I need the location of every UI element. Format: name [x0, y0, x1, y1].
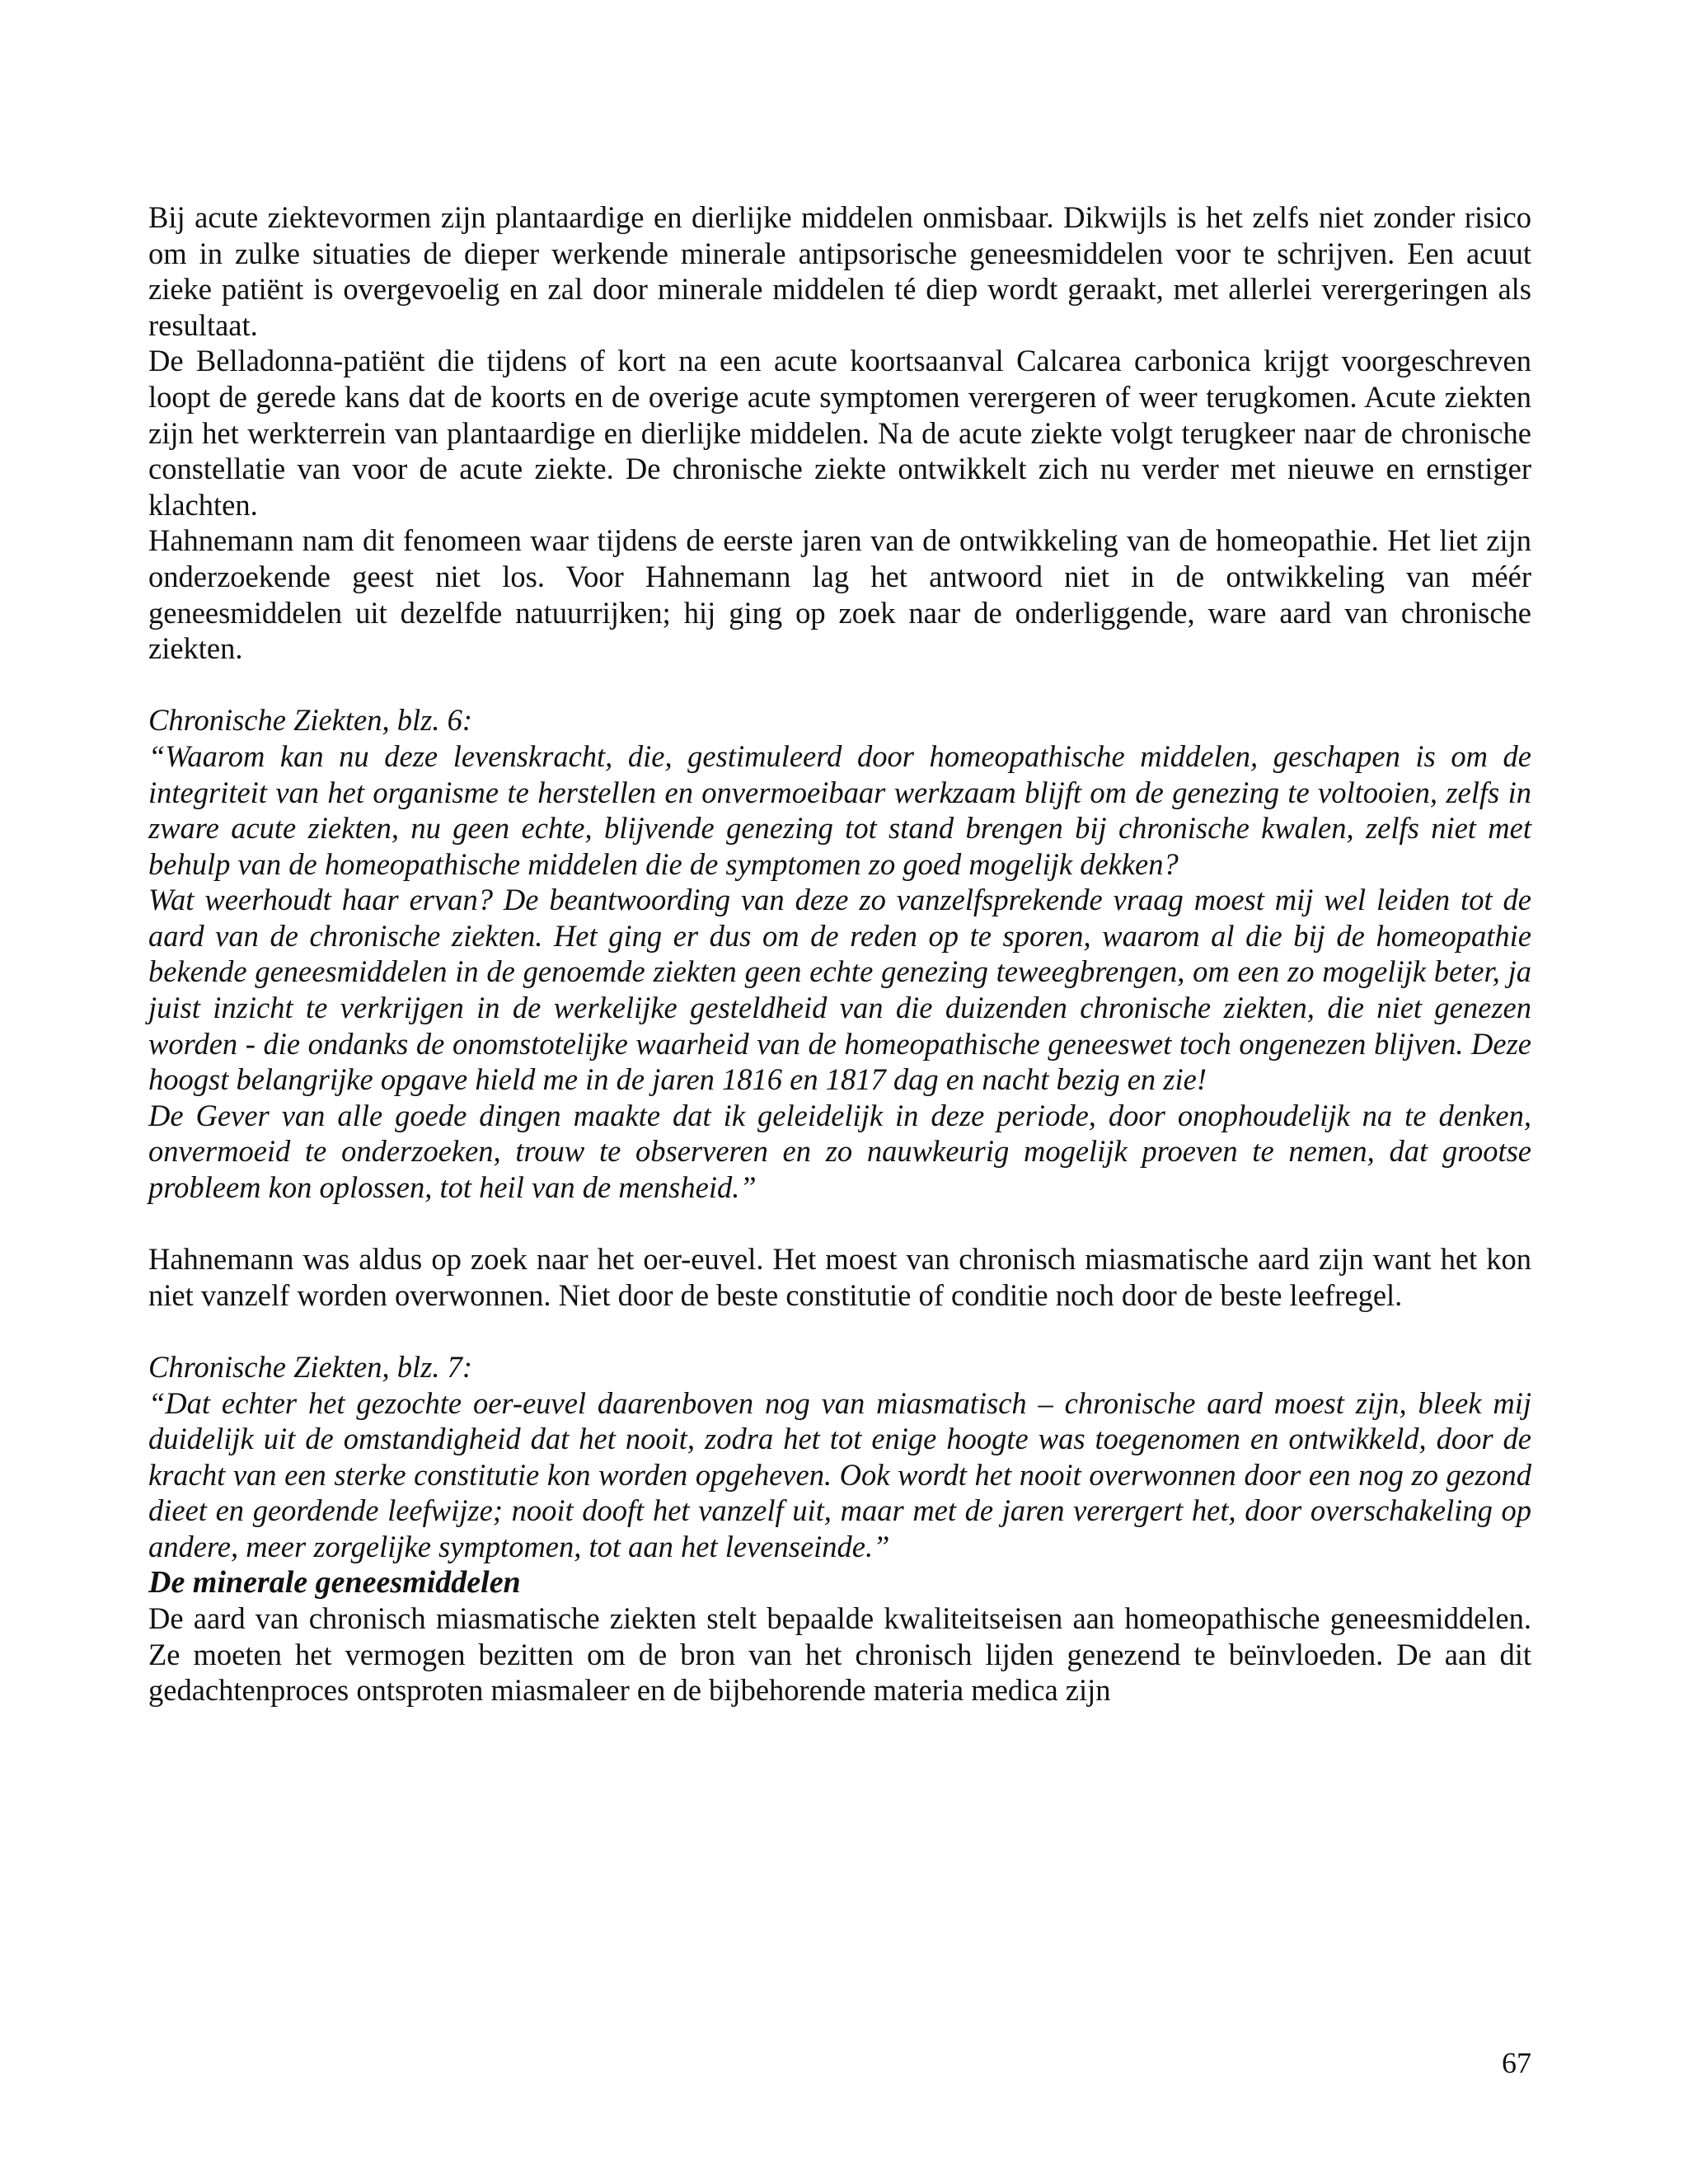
paragraph-belladonna: De Belladonna-patiënt die tijdens of kort na een acute koortsaanval Calcarea carbonica krijgt voorgeschreven loopt de gerede kans dat de koorts en de overige acute symptomen verergeren of weer terugkomen. Acute ziekten zijn het werkterrein van plantaardige en dierlijke middelen. Na de acute ziekte volgt terugkeer naar de chronische constellatie van voor de acute ziekte. De chronische ziekte ontwikkelt zich nu verder met nieuwe en ernstiger klachten. [148, 344, 1531, 522]
paragraph-mineral-remedies: De aard van chronisch miasmatische ziekten stelt bepaalde kwaliteitseisen aan homeopathische geneesmiddelen. Ze moeten het vermogen bezitten om de bron van het chronisch lijden genezend te beïnvloeden. De aan dit gedachtenproces ontsproten miasmaleer en de bijbehorende materia medica zijn [148, 1601, 1531, 1708]
paragraph-hahnemann-observation: Hahnemann nam dit fenomeen waar tijdens de eerste jaren van de ontwikkeling van de homeopathie. Het liet zijn onderzoekende geest niet los. Voor Hahnemann lag het antwoord niet in de ontwikkeling van méér geneesmiddelen uit dezelfde natuurrijken; hij ging op zoek naar de onderliggende, ware aard van chronische ziekten. [148, 523, 1531, 666]
section-heading: De minerale geneesmiddelen [148, 1564, 521, 1600]
paragraph-acute-remedies: Bij acute ziektevormen zijn plantaardige en dierlijke middelen onmisbaar. Dikwijls is het zelfs niet zonder risico om in zulke situaties de dieper werkende minerale antipsorische geneesmiddelen voor te schrijven. Een acuut zieke patiënt is overgevoelig en zal door minerale middelen té diep wordt geraakt, met allerlei verergeringen als resultaat. [148, 200, 1531, 342]
quote-reference-page-6: Chronische Ziekten, blz. 6: [148, 703, 472, 738]
quote-page-6-part-3: De Gever van alle goede dingen maakte dat ik geleidelijk in deze periode, door onophoudelijk na te denken, onvermoeid te onderzoeken, trouw te observeren en zo nauwkeurig mogelijk proeven te nemen, dat grootse probleem kon oplossen, tot heil van de mensheid.” [148, 1098, 1531, 1205]
quote-page-6-part-2: Wat weerhoudt haar ervan? De beantwoording van deze zo vanzelfsprekende vraag moest mij wel leiden tot de aard van de chronische ziekten. Het ging er dus om de reden op te sporen, waarom al die bij de homeopathie bekende geneesmiddelen in de genoemde ziekten geen echte genezing teweegbrengen, om een zo mogelijk beter, ja juist inzicht te verkrijgen in de werkelijke gesteldheid van die duizenden chronische ziekten, die niet genezen worden - die ondanks de onomstotelijke waarheid van de homeopathische geneeswet toch ongenezen blijven. Deze hoogst belangrijke opgave hield me in de jaren 1816 en 1817 dag en nacht bezig en zie! [148, 883, 1531, 1097]
quote-page-6-part-1: “Waarom kan nu deze levenskracht, die, gestimuleerd door homeopathische middelen, geschapen is om de integriteit van het organisme te herstellen en onvermoeibaar werkzaam blijft om de genezing te voltooien, zelfs in zware acute ziekten, nu geen echte, blijvende genezing tot stand brengen bij chronische kwalen, zelfs niet met behulp van de homeopathische middelen die de symptomen zo goed mogelijk dekken? [148, 738, 1531, 881]
quote-page-7: “Dat echter het gezochte oer-euvel daarenboven nog van miasmatisch – chronische aard moest zijn, bleek mij duidelijk uit de omstandigheid dat het nooit, zodra het tot enige hoogte was toegenomen en ontwikkeld, door de kracht van een sterke constitutie kon worden opgeheven. Ook wordt het nooit overwonnen door een nog zo gezond dieet en geordende leefwijze; nooit dooft het vanzelf uit, maar met de jaren verergert het, door overschakeling op andere, meer zorgelijke symptomen, tot aan het levenseinde.” [148, 1385, 1531, 1563]
paragraph-oer-euvel: Hahnemann was aldus op zoek naar het oer-euvel. Het moest van chronisch miasmatische aard zijn want het kon niet vanzelf worden overwonnen. Niet door de beste constitutie of conditie noch door de beste leefregel. [148, 1242, 1531, 1312]
quote-reference-page-7: Chronische Ziekten, blz. 7: [148, 1350, 472, 1384]
page-number: 67 [1502, 2046, 1531, 2079]
page-body [148, 199, 1531, 1708]
